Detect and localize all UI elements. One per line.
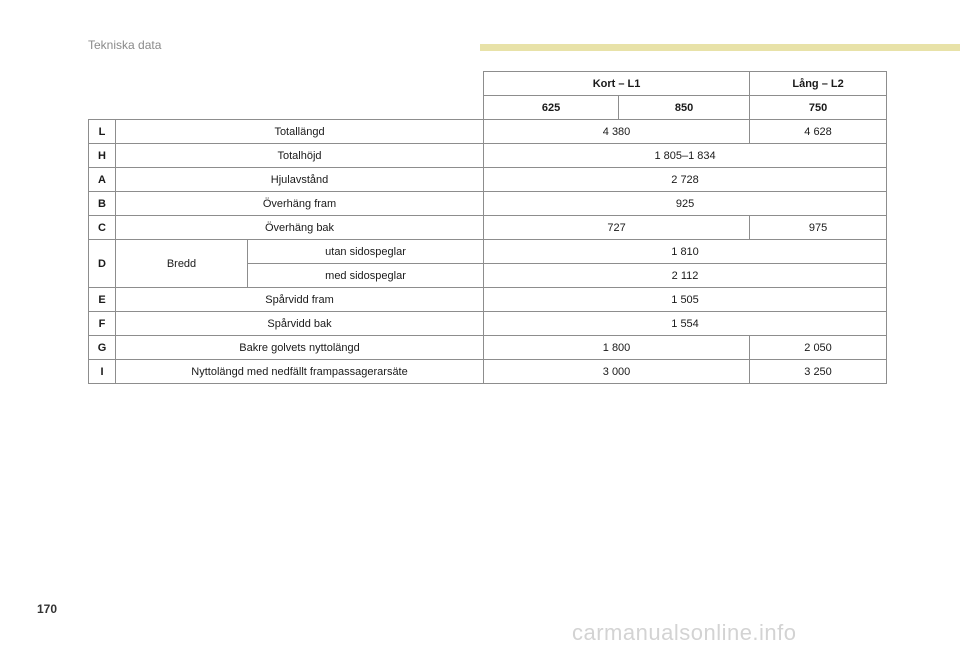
row-label: Hjulavstånd: [116, 168, 484, 192]
watermark: carmanualsonline.info: [572, 620, 797, 645]
row-letter: I: [89, 360, 116, 384]
header-750: 750: [750, 96, 887, 120]
row-label: Spårvidd fram: [116, 288, 484, 312]
value-all: 1 505: [484, 288, 887, 312]
value-all: 2 728: [484, 168, 887, 192]
table-row: [89, 168, 887, 192]
row-letter: C: [89, 216, 116, 240]
value-l2: 2 050: [750, 336, 887, 360]
row-letter: A: [89, 168, 116, 192]
value-l1: 727: [484, 216, 750, 240]
table-row: [89, 144, 887, 168]
row-label: Nyttolängd med nedfällt frampassagerarsäte: [116, 360, 484, 384]
row-label: Överhäng bak: [116, 216, 484, 240]
table-row: [89, 336, 887, 360]
row-letter: D: [89, 240, 116, 288]
value-l1: 4 380: [484, 120, 750, 144]
table-row: [89, 312, 887, 336]
table-row: [89, 240, 887, 264]
value-l2: 3 250: [750, 360, 887, 384]
table-row: [89, 288, 887, 312]
value-all: 1 805–1 834: [484, 144, 887, 168]
table-row: [89, 360, 887, 384]
row-letter: H: [89, 144, 116, 168]
row-label: Bredd: [116, 240, 248, 288]
header-l2: Lång – L2: [750, 72, 887, 96]
row-label: Överhäng fram: [116, 192, 484, 216]
row-letter: G: [89, 336, 116, 360]
dimensions-table: [88, 71, 887, 384]
value-l2: 4 628: [750, 120, 887, 144]
row-letter: L: [89, 120, 116, 144]
page-number: 170: [37, 602, 58, 616]
header-accent-bar: [480, 44, 960, 51]
header-625: 625: [484, 96, 619, 120]
table-subheader-row: [89, 96, 887, 120]
value-all: 1 810: [484, 240, 887, 264]
section-title: Tekniska data: [88, 38, 162, 52]
table-row: [89, 120, 887, 144]
value-l2: 975: [750, 216, 887, 240]
value-all: 2 112: [484, 264, 887, 288]
row-label: Totalhöjd: [116, 144, 484, 168]
row-letter: E: [89, 288, 116, 312]
table-header-row: [89, 72, 887, 96]
row-label: Totallängd: [116, 120, 484, 144]
table-row: [89, 216, 887, 240]
row-letter: F: [89, 312, 116, 336]
value-l1: 1 800: [484, 336, 750, 360]
row-sublabel: utan sidospeglar: [248, 240, 484, 264]
table-row: [89, 192, 887, 216]
value-l1: 3 000: [484, 360, 750, 384]
row-label: Spårvidd bak: [116, 312, 484, 336]
row-label: Bakre golvets nyttolängd: [116, 336, 484, 360]
value-all: 1 554: [484, 312, 887, 336]
row-sublabel: med sidospeglar: [248, 264, 484, 288]
value-all: 925: [484, 192, 887, 216]
header-850: 850: [619, 96, 750, 120]
row-letter: B: [89, 192, 116, 216]
header-l1: Kort – L1: [484, 72, 750, 96]
